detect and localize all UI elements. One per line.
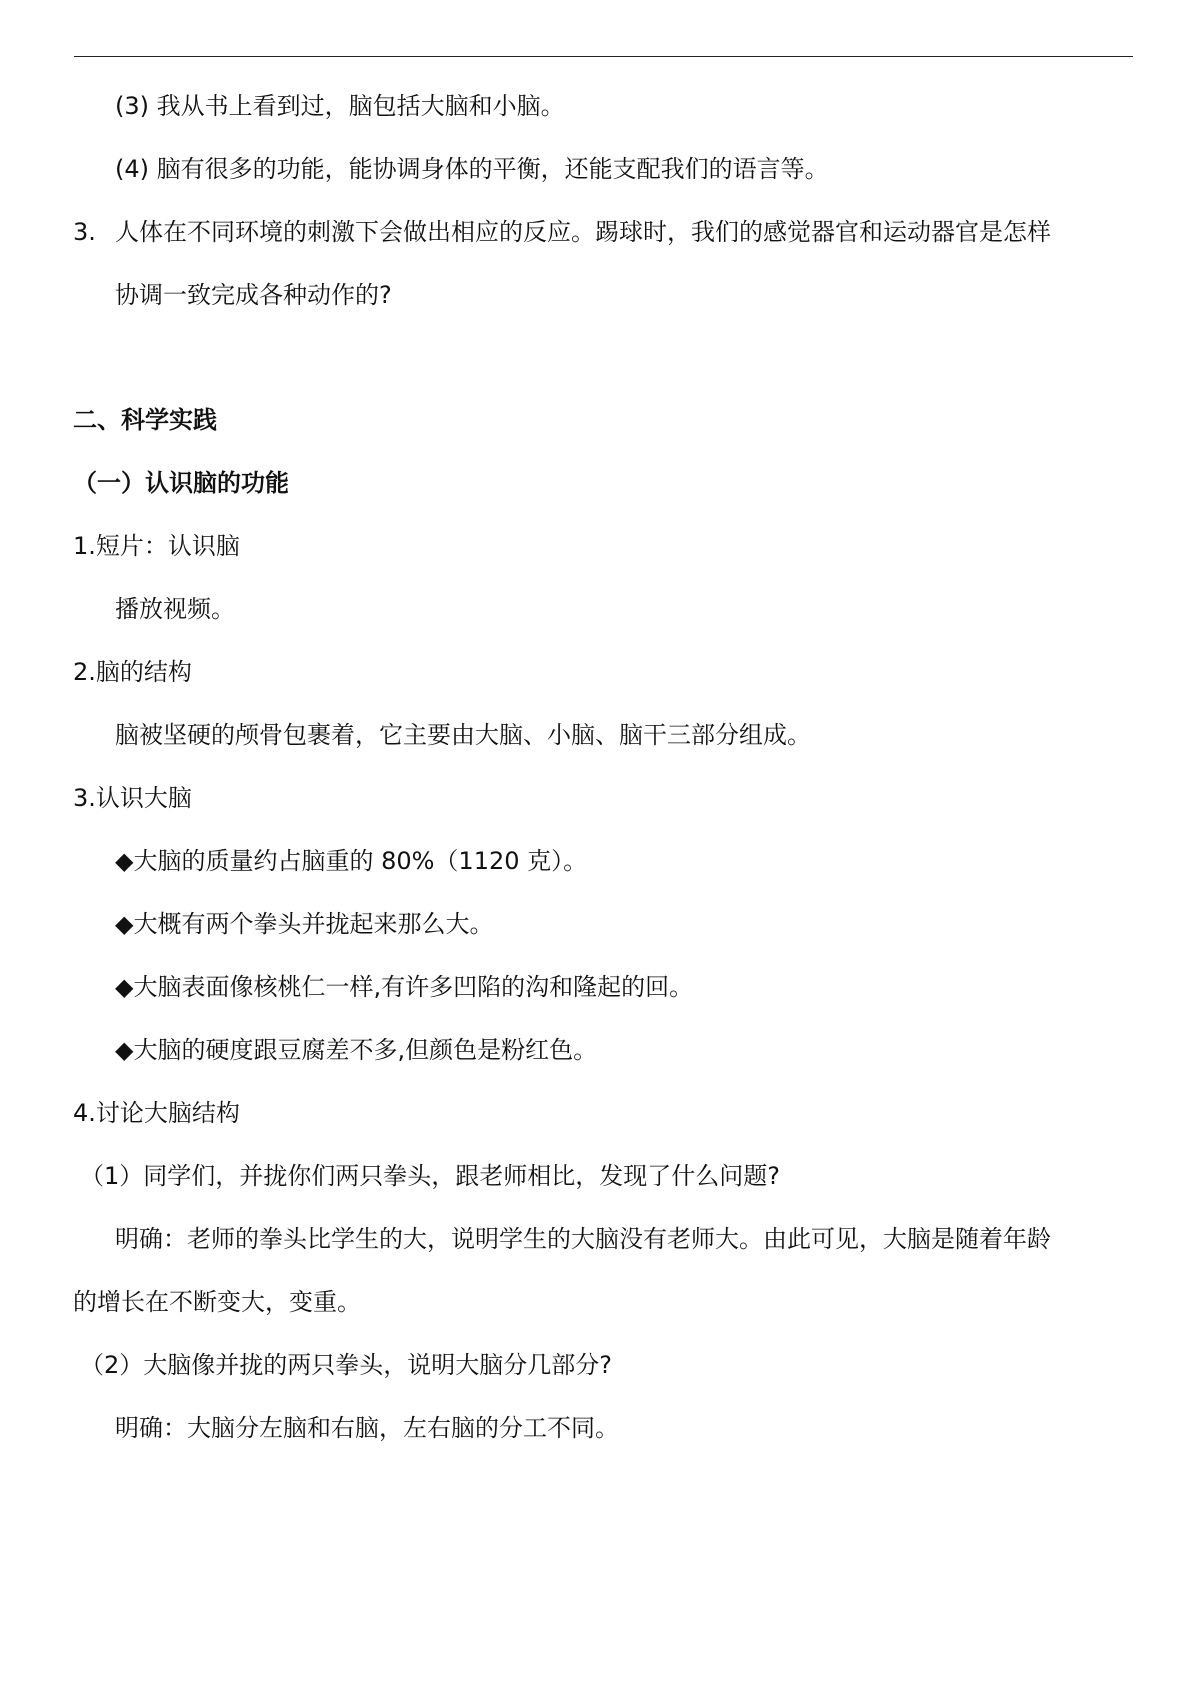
bullet-item-3: ◆大脑表面像核桃仁一样,有许多凹陷的沟和隆起的回。 [115, 973, 694, 1001]
bullet-item-4: ◆大脑的硬度跟豆腐差不多,但颜色是粉红色。 [115, 1036, 598, 1064]
question-3-continued: 协调一致完成各种动作的? [115, 281, 392, 309]
item-heading-3: 3.认识大脑 [73, 784, 192, 812]
bullet-item-2: ◆大概有两个拳头并拢起来那么大。 [115, 910, 494, 938]
bullet-item-1: ◆大脑的质量约占脑重的 80%（1120 克）。 [115, 847, 588, 875]
list-item-3: (3) 我从书上看到过，脑包括大脑和小脑。 [115, 92, 565, 120]
discussion-answer-1: 明确：老师的拳头比学生的大，说明学生的大脑没有老师大。由此可见，大脑是随着年龄 [115, 1225, 1051, 1253]
list-item-4: (4) 脑有很多的功能，能协调身体的平衡，还能支配我们的语言等。 [115, 155, 829, 183]
item-heading-2: 2.脑的结构 [73, 658, 192, 686]
section-heading: 二、科学实践 [73, 406, 217, 434]
discussion-answer-1-continued: 的增长在不断变大，变重。 [73, 1288, 361, 1316]
question-text: 人体在不同环境的刺激下会做出相应的反应。踢球时，我们的感觉器官和运动器官是怎样 [115, 218, 1051, 246]
discussion-answer-2: 明确：大脑分左脑和右脑，左右脑的分工不同。 [115, 1414, 619, 1442]
header-rule [74, 56, 1133, 57]
question-number: 3. [73, 218, 96, 246]
discussion-question-2: （2）大脑像并拢的两只拳头，说明大脑分几部分? [80, 1351, 613, 1379]
discussion-question-1: （1）同学们，并拢你们两只拳头，跟老师相比，发现了什么问题? [80, 1162, 781, 1190]
item-body-1: 播放视频。 [115, 595, 235, 623]
item-body-2: 脑被坚硬的颅骨包裹着，它主要由大脑、小脑、脑干三部分组成。 [115, 721, 811, 749]
subsection-heading: （一）认识脑的功能 [73, 469, 289, 497]
item-heading-1: 1.短片：认识脑 [73, 532, 240, 560]
item-heading-4: 4.讨论大脑结构 [73, 1099, 240, 1127]
question-3 [73, 215, 1051, 249]
